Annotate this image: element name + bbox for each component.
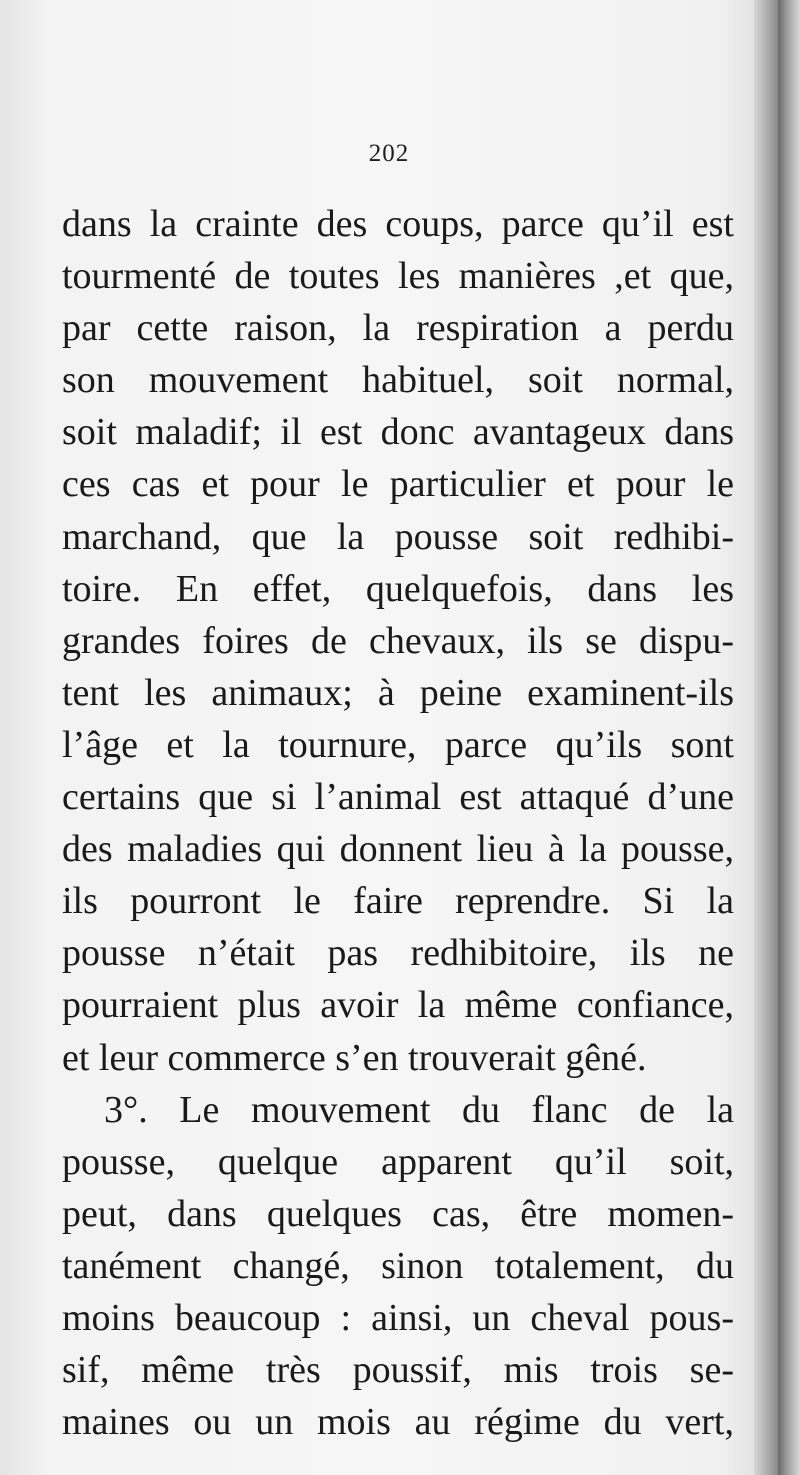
text-line: pousse, quelque apparent qu’il soit, bbox=[62, 1140, 734, 1183]
text-line: soit maladif; il est donc avantageux dans bbox=[62, 411, 734, 454]
book-edge bbox=[778, 0, 800, 1475]
page-edge-shadow bbox=[754, 0, 778, 1475]
text-line: marchand, que la pousse soit redhibi- bbox=[62, 515, 734, 558]
text-line: tanément changé, sinon totalement, du bbox=[62, 1244, 734, 1287]
text-line: grandes foires de chevaux, ils se dispu- bbox=[62, 619, 734, 662]
text-line: pousse n’était pas redhibitoire, ils ne bbox=[62, 932, 734, 975]
text-line: par cette raison, la respiration a perdu bbox=[62, 307, 734, 350]
text-line: des maladies qui donnent lieu à la pousse, bbox=[62, 828, 734, 871]
text-line: dans la crainte des coups, parce qu’il est bbox=[62, 203, 734, 245]
body-text bbox=[62, 198, 734, 1448]
text-line: 3°. Le mouvement du flanc de la bbox=[104, 1088, 734, 1131]
page-number: 202 bbox=[368, 140, 410, 167]
text-line: tent les animaux; à peine examinent-ils bbox=[62, 671, 734, 714]
text-line: sif, même très poussif, mis trois se- bbox=[62, 1349, 734, 1392]
text-line: ces cas et pour le particulier et pour le bbox=[62, 463, 734, 506]
text-line: maines ou un mois au régime du vert, bbox=[62, 1401, 734, 1444]
text-line: l’âge et la tournure, parce qu’ils sont bbox=[62, 723, 734, 766]
text-line: pourraient plus avoir la même confiance, bbox=[62, 984, 734, 1027]
text-line: tourmenté de toutes les manières ,et que, bbox=[62, 255, 734, 298]
text-line: moins beaucoup : ainsi, un cheval pous- bbox=[62, 1296, 734, 1339]
text-line: toire. En effet, quelquefois, dans les bbox=[62, 567, 734, 610]
text-line: ils pourront le faire reprendre. Si la bbox=[62, 880, 734, 923]
text-line: son mouvement habituel, soit normal, bbox=[62, 359, 734, 402]
text-line: certains que si l’animal est attaqué d’une bbox=[62, 776, 734, 819]
text-line: peut, dans quelques cas, être momen- bbox=[62, 1192, 734, 1235]
text-line: et leur commerce s’en trouverait gêné. bbox=[62, 1036, 647, 1079]
